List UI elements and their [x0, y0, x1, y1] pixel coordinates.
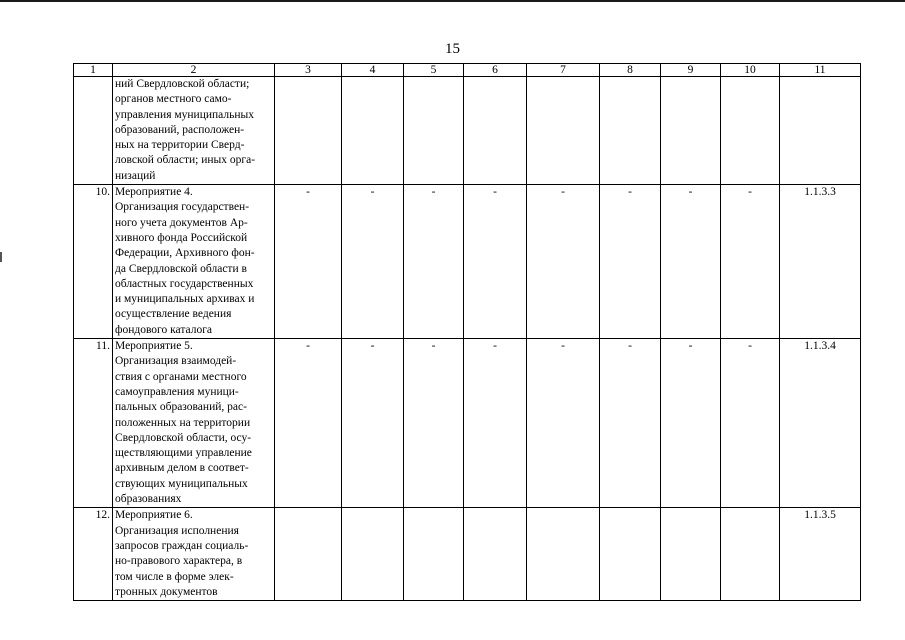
description-line: ствия с органами местного [115, 370, 247, 383]
description-line: да Свердловской области в [115, 262, 247, 275]
description-line: ний Свердловской области; [115, 78, 250, 90]
description-line: Свердловской области, осу- [115, 431, 252, 444]
description-line: образованиях [115, 493, 182, 506]
description-line: Федерации, Архивного фон- [115, 247, 255, 260]
value-cell: - [600, 339, 661, 508]
description-line: архивным делом в соответ- [115, 462, 249, 475]
value-cell [342, 508, 404, 601]
description-line: ствующих муниципальных [115, 477, 248, 490]
value-cell: - [600, 185, 661, 339]
table-row [74, 339, 861, 508]
value-cell [464, 508, 527, 601]
table-row [74, 185, 861, 339]
table-row [74, 508, 861, 601]
value-cell [527, 77, 600, 185]
target-code-cell: 1.1.3.5 [780, 508, 861, 601]
measure-description-cell [113, 508, 275, 601]
column-header: 10 [721, 64, 780, 77]
column-header: 6 [464, 64, 527, 77]
description-line: пальных образований, рас- [115, 401, 247, 414]
value-cell: - [721, 185, 780, 339]
description-line: ловской области; иных орга- [115, 154, 256, 167]
column-header: 8 [600, 64, 661, 77]
value-cell [404, 508, 464, 601]
value-cell [600, 508, 661, 601]
row-number-cell [74, 77, 113, 185]
column-header: 11 [780, 64, 861, 77]
value-cell [464, 77, 527, 185]
description-line: образований, расположен- [115, 123, 245, 136]
value-cell: - [721, 339, 780, 508]
value-cell [661, 508, 721, 601]
value-cell: - [404, 339, 464, 508]
value-cell: - [342, 185, 404, 339]
description-line: ных на территории Сверд- [115, 139, 245, 152]
value-cell [342, 77, 404, 185]
row-number-cell: 10. [74, 185, 113, 339]
description-line: Организация государствен- [115, 201, 250, 214]
value-cell [661, 77, 721, 185]
top-border-line [0, 0, 905, 2]
row-number-cell: 11. [74, 339, 113, 508]
description-line: областных государственных [115, 277, 254, 290]
value-cell: - [404, 185, 464, 339]
description-line: том числе в форме элек- [115, 570, 234, 583]
description-line: Мероприятие 5. [115, 340, 193, 353]
column-header: 5 [404, 64, 464, 77]
description-line: положенных на территории [115, 416, 251, 429]
target-code-cell [780, 77, 861, 185]
value-cell [721, 508, 780, 601]
value-cell [527, 508, 600, 601]
value-cell: - [275, 185, 342, 339]
description-line: тронных документов [115, 585, 218, 598]
value-cell: - [527, 185, 600, 339]
measure-description-cell [113, 77, 275, 185]
description-line: Организация взаимодей- [115, 355, 237, 368]
value-cell: - [275, 339, 342, 508]
description-line: ществляющими управление [115, 447, 252, 460]
value-cell [721, 77, 780, 185]
description-line: самоуправления муници- [115, 385, 239, 398]
column-header: 4 [342, 64, 404, 77]
value-cell [275, 508, 342, 601]
description-line: органов местного само- [115, 93, 232, 106]
description-line: Мероприятие 4. [115, 186, 193, 199]
description-line: ного учета документов Ар- [115, 216, 248, 229]
description-line: управления муниципальных [115, 108, 254, 121]
description-line: осуществление ведения [115, 308, 232, 321]
column-header: 3 [275, 64, 342, 77]
column-header: 7 [527, 64, 600, 77]
target-code-cell: 1.1.3.4 [780, 339, 861, 508]
measure-description-cell [113, 185, 275, 339]
value-cell: - [464, 185, 527, 339]
description-line: но-правового характера, в [115, 555, 243, 568]
scan-edge-mark [0, 252, 2, 262]
description-line: и муниципальных архивах и [115, 293, 255, 306]
measures-table [73, 63, 861, 601]
value-cell [600, 77, 661, 185]
description-line: фондового каталога [115, 323, 213, 336]
description-line: низаций [115, 169, 156, 182]
description-line: Мероприятие 6. [115, 509, 193, 522]
value-cell: - [342, 339, 404, 508]
page-number: 15 [445, 41, 460, 57]
value-cell: - [661, 185, 721, 339]
row-number-cell: 12. [74, 508, 113, 601]
column-number-row [74, 64, 861, 77]
value-cell [404, 77, 464, 185]
description-line: запросов граждан социаль- [115, 539, 249, 552]
value-cell: - [464, 339, 527, 508]
measure-description-cell [113, 339, 275, 508]
value-cell: - [661, 339, 721, 508]
description-line: Организация исполнения [115, 524, 239, 537]
column-header: 1 [74, 64, 113, 77]
table-row [74, 77, 861, 185]
column-header: 2 [113, 64, 275, 77]
target-code-cell: 1.1.3.3 [780, 185, 861, 339]
column-header: 9 [661, 64, 721, 77]
value-cell: - [527, 339, 600, 508]
description-line: хивного фонда Российской [115, 231, 248, 244]
value-cell [275, 77, 342, 185]
